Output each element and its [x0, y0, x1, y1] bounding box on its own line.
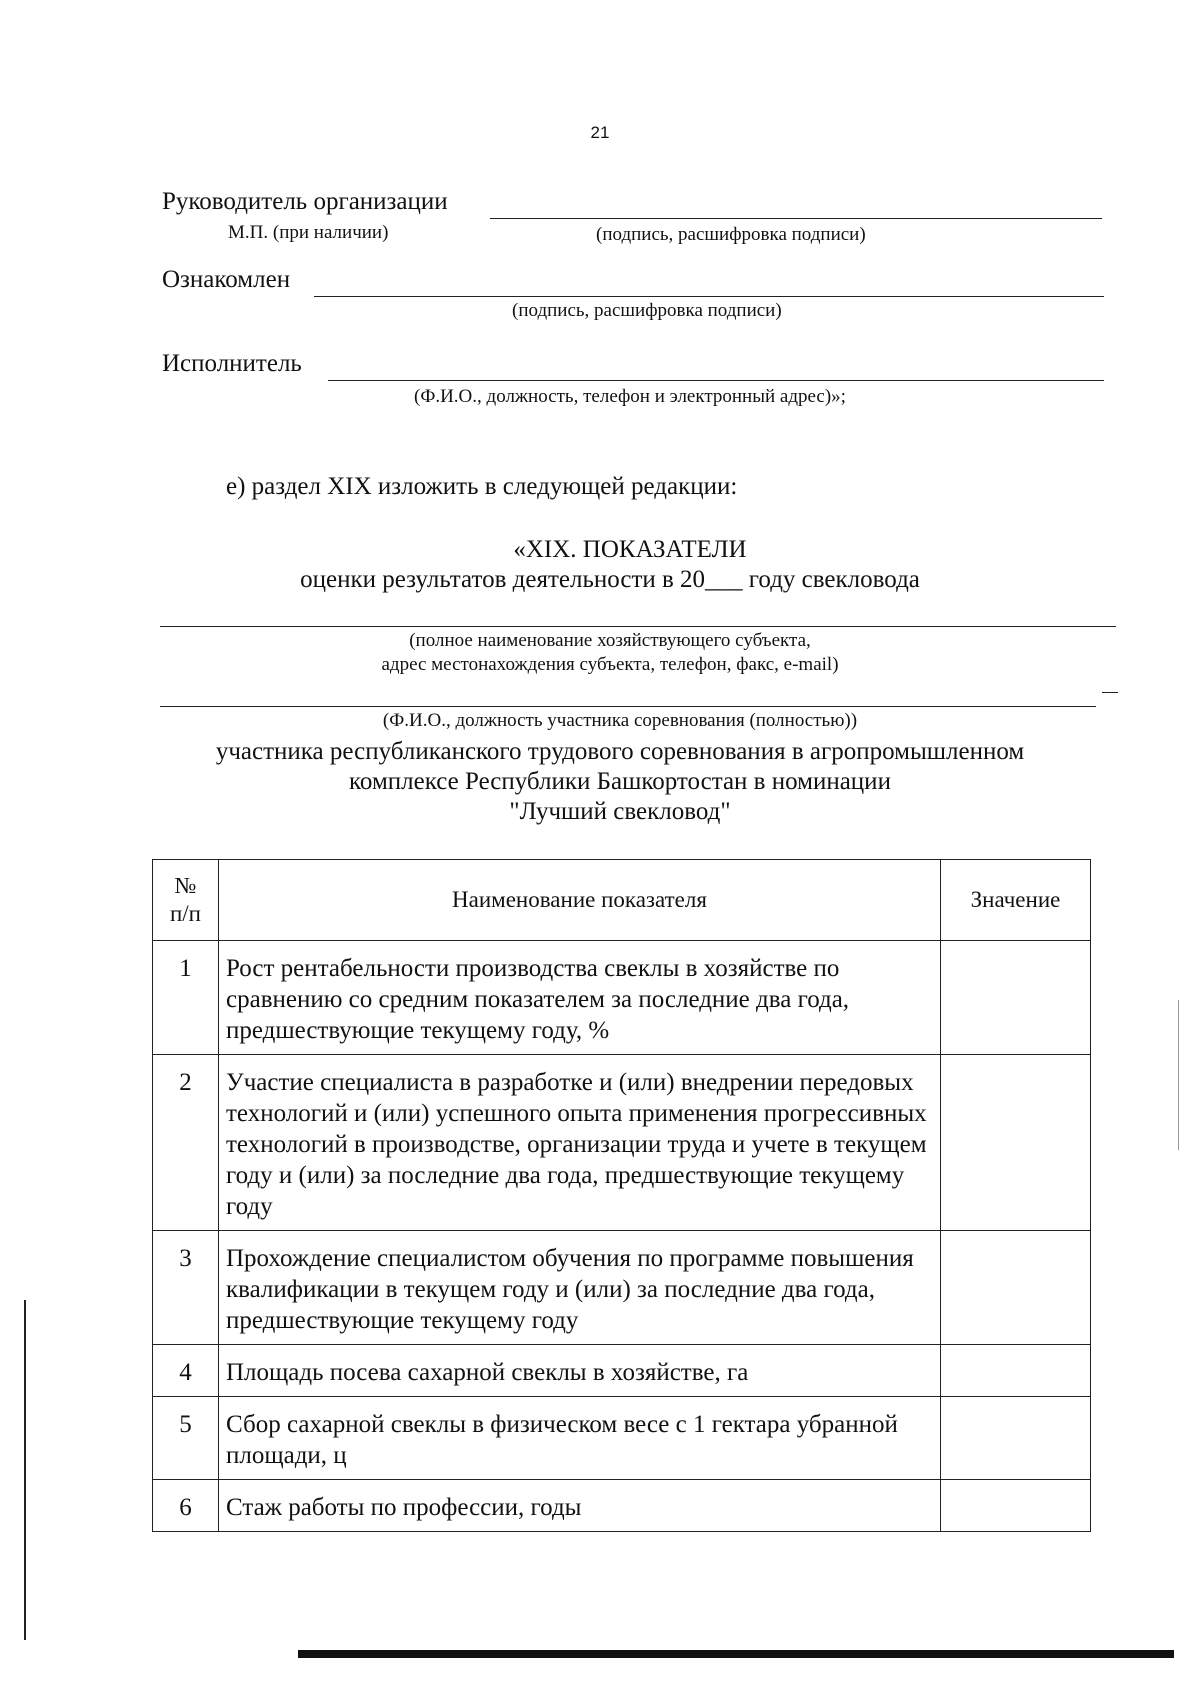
row-value-cell: [941, 1231, 1091, 1345]
table-row: [153, 1345, 1091, 1397]
header-number-abbr: п/п: [169, 901, 201, 926]
entity-name-line: [160, 626, 1116, 627]
row-value-cell: [941, 1397, 1091, 1480]
row-indicator-name: Площадь посева сахарной свеклы в хозяйстве, га: [219, 1345, 941, 1397]
row-number: 4: [153, 1345, 219, 1397]
header-number-sign: №: [174, 873, 197, 898]
row-value-cell: [941, 1480, 1091, 1532]
entity-caption-2: адрес местонахождения субъекта, телефон, факс, e-mail): [381, 654, 839, 675]
entity-caption-1: (полное наименование хозяйствующего субъекта,: [409, 630, 811, 651]
row-number: 2: [153, 1055, 219, 1231]
table-row: [153, 941, 1091, 1055]
nomination-name: "Лучший свекловод": [509, 798, 731, 825]
executor-label: Исполнитель: [162, 350, 302, 377]
header-value: Значение: [941, 860, 1091, 941]
table-row: [153, 1231, 1091, 1345]
header-number: [153, 860, 219, 941]
row-indicator-name: Рост рентабельности производства свеклы в хозяйстве по сравнению со средним показателем за последние два года, предшествующие текущему году, %: [219, 941, 941, 1055]
section-subtitle: оценки результатов деятельности в 20___ году свекловода: [300, 566, 920, 593]
row-value-cell: [941, 1055, 1091, 1231]
acquainted-signature-line: [314, 296, 1104, 297]
competition-line-1: участника республиканского трудового соревнования в агропромышленном: [215, 738, 1025, 765]
table-row: [153, 1480, 1091, 1532]
head-of-organization-label: Руководитель организации: [162, 188, 448, 215]
acquainted-signature-caption: (подпись, расшифровка подписи): [512, 300, 782, 321]
row-value-cell: [941, 941, 1091, 1055]
scan-edge-right: [1178, 1000, 1179, 1150]
header-indicator-name: Наименование показателя: [219, 860, 941, 941]
row-number: 1: [153, 941, 219, 1055]
row-value-cell: [941, 1345, 1091, 1397]
row-indicator-name: Стаж работы по профессии, годы: [219, 1480, 941, 1532]
acquainted-label: Ознакомлен: [162, 266, 291, 293]
executor-caption: (Ф.И.О., должность, телефон и электронный адрес)»;: [414, 386, 846, 407]
competition-line-2: комплексе Республики Башкортостан в номинации: [349, 768, 891, 795]
row-indicator-name: Сбор сахарной свеклы в физическом весе с 1 гектара убранной площади, ц: [219, 1397, 941, 1480]
participant-caption: (Ф.И.О., должность участника соревнования (полностью)): [382, 710, 858, 731]
bottom-rule: [298, 1650, 1174, 1658]
stamp-note: М.П. (при наличии): [228, 222, 389, 243]
table-header-row: [153, 860, 1091, 941]
row-indicator-name: Прохождение специалистом обучения по программе повышения квалификации в текущем году и (или) за последние два года, предшествующие текущему году: [219, 1231, 941, 1345]
row-indicator-name: Участие специалиста в разработке и (или) внедрении передовых технологий и (или) успешного опыта применения прогрессивных технологий в производстве, организации труда и учете в текущем году и (или) за последние два года, предшествующие текущему году: [219, 1055, 941, 1231]
scan-edge-left: [24, 1300, 26, 1640]
page-number: 21: [590, 123, 610, 142]
row-number: 3: [153, 1231, 219, 1345]
participant-name-line: [160, 706, 1096, 707]
section-title: «XIX. ПОКАЗАТЕЛИ: [513, 536, 747, 563]
amendment-text: е) раздел XIX изложить в следующей редакции:: [226, 473, 738, 500]
indicators-table: [152, 859, 1091, 1532]
head-signature-line: [490, 218, 1102, 219]
executor-line: [328, 380, 1104, 381]
row-number: 6: [153, 1480, 219, 1532]
row-number: 5: [153, 1397, 219, 1480]
head-signature-caption: (подпись, расшифровка подписи): [596, 224, 866, 245]
dash-mark: [1102, 692, 1118, 693]
table-row: [153, 1397, 1091, 1480]
table-row: [153, 1055, 1091, 1231]
